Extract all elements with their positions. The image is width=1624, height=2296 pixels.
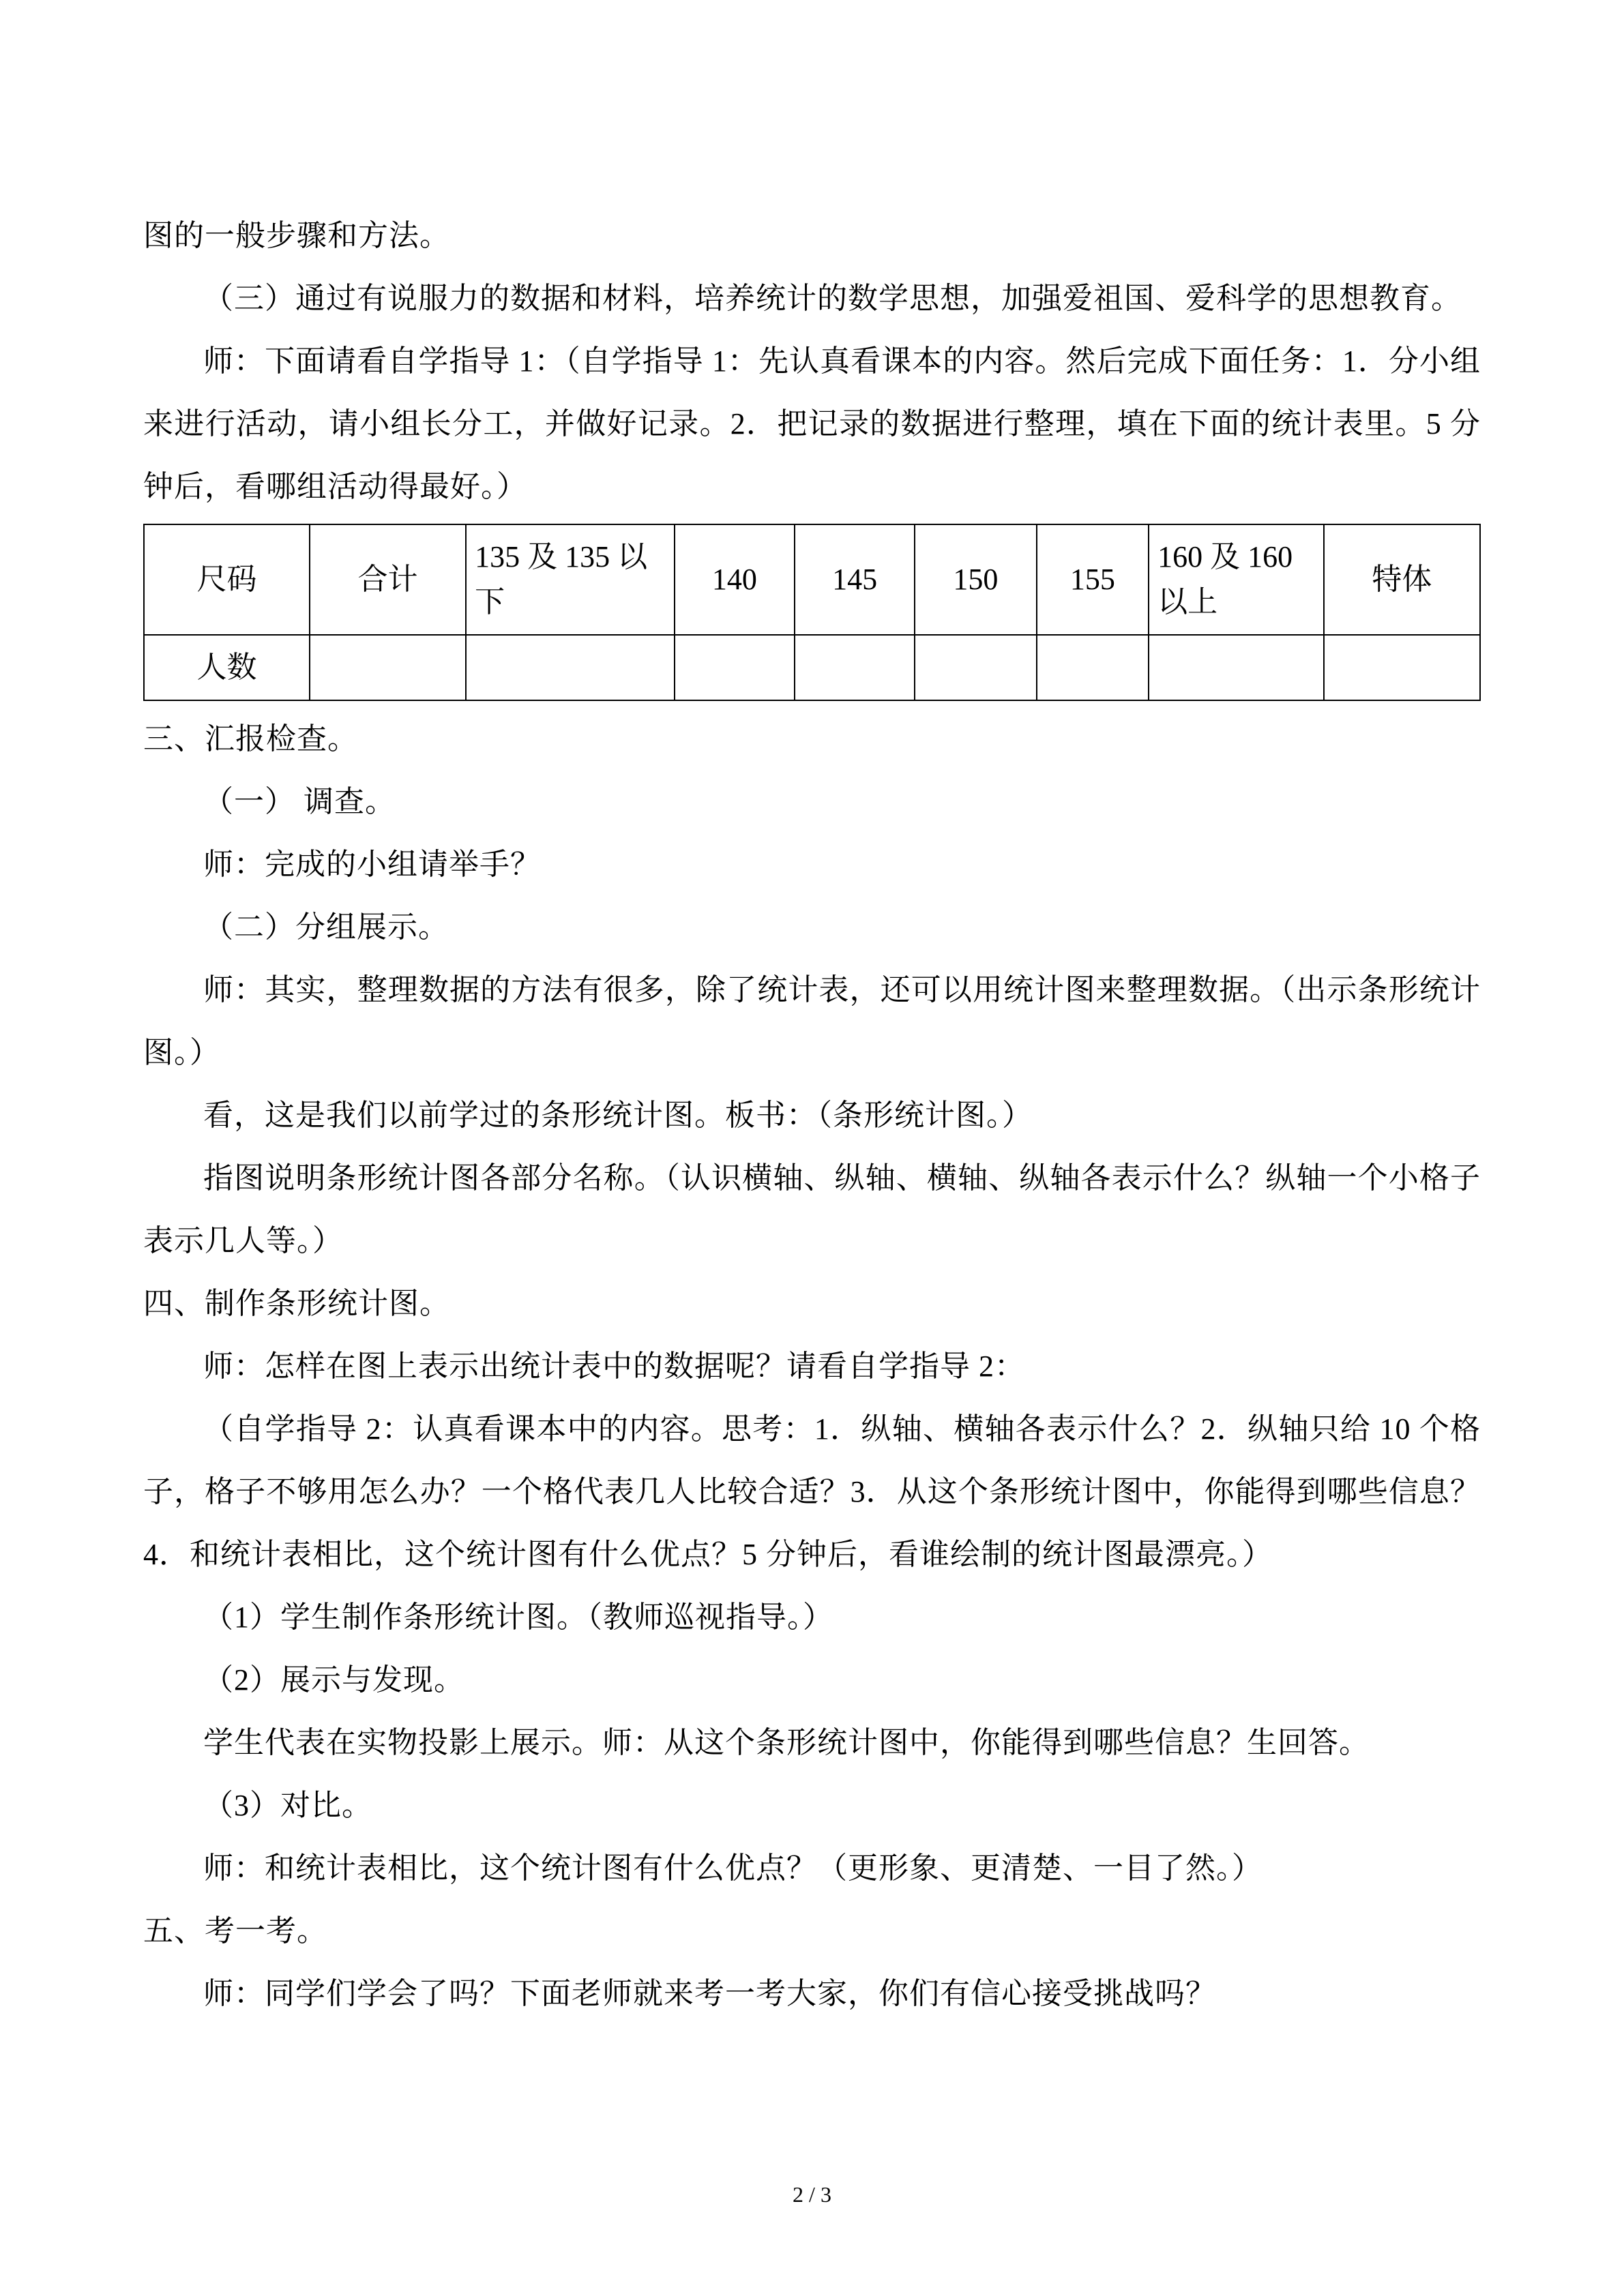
table-cell: 150 [915, 524, 1036, 635]
section-heading: 四、制作条形统计图。 [143, 1287, 450, 1320]
table-row [144, 635, 1480, 700]
statistics-table [143, 524, 1481, 701]
paragraph: 师：完成的小组请举手？ [203, 848, 541, 881]
paragraph: （3）对比。 [203, 1789, 372, 1822]
paragraph: （2）展示与发现。 [203, 1663, 464, 1697]
table-cell: 160 及 160 以上 [1149, 524, 1324, 635]
paragraph: 图的一般步骤和方法。 [143, 219, 450, 252]
paragraph: 师：和统计表相比，这个统计图有什么优点？（更形象、更清楚、一目了然。） [203, 1851, 1263, 1885]
table-cell: 人数 [144, 635, 310, 700]
paragraph: （一） 调查。 [203, 785, 396, 818]
paragraph: 师：下面请看自学指导 1：（自学指导 1：先认真看课本的内容。然后完成下面任务：1．分小组来进行活动，请小组长分工，并做好记录。2．把记录的数据进行整理，填在下面的统计表里。5 分钟后，看哪组活动得最好。） [143, 344, 1481, 503]
paragraph: 学生代表在实物投影上展示。师：从这个条形统计图中，你能得到哪些信息？生回答。 [203, 1726, 1370, 1759]
table-cell [1149, 635, 1324, 700]
table-cell [1037, 635, 1149, 700]
table-cell: 155 [1037, 524, 1149, 635]
paragraph: 指图说明条形统计图各部分名称。（认识横轴、纵轴、横轴、纵轴各表示什么？纵轴一个小格子表示几人等。） [143, 1161, 1481, 1257]
table-cell [1324, 635, 1480, 700]
table-cell [310, 635, 466, 700]
table-cell: 特体 [1324, 524, 1480, 635]
table-cell [675, 635, 795, 700]
table-cell: 140 [675, 524, 795, 635]
table-cell: 合计 [310, 524, 466, 635]
paragraph: （三）通过有说服力的数据和材料，培养统计的数学思想，加强爱祖国、爱科学的思想教育。 [203, 282, 1462, 315]
paragraph: 师：同学们学会了吗？下面老师就来考一考大家，你们有信心接受挑战吗？ [203, 1977, 1216, 2010]
document-body [143, 205, 1481, 2025]
table-row [144, 524, 1480, 635]
table-cell: 尺码 [144, 524, 310, 635]
table-cell [915, 635, 1036, 700]
table-cell [466, 635, 675, 700]
paragraph: （1）学生制作条形统计图。（教师巡视指导。） [203, 1600, 833, 1634]
page-number: 2 / 3 [793, 2182, 831, 2207]
paragraph: 看，这是我们以前学过的条形统计图。板书：（条形统计图。） [203, 1099, 1033, 1132]
paragraph: 师：其实，整理数据的方法有很多，除了统计表，还可以用统计图来整理数据。（出示条形统计图。） [143, 973, 1481, 1069]
section-heading: 三、汇报检查。 [143, 722, 358, 756]
section-heading: 五、考一考。 [143, 1914, 327, 1948]
table-cell: 135 及 135 以下 [466, 524, 675, 635]
table-cell: 145 [795, 524, 915, 635]
paragraph: （二）分组展示。 [203, 910, 449, 944]
table-cell [795, 635, 915, 700]
paragraph: （自学指导 2：认真看课本中的内容。思考：1．纵轴、横轴各表示什么？2．纵轴只给 10 个格子，格子不够用怎么办？一个格代表几人比较合适？3．从这个条形统计图中，你能得到哪些信息？4．和统计表相比，这个统计图有什么优点？5 分钟后，看谁绘制的统计图最漂亮。） [143, 1412, 1481, 1571]
paragraph: 师：怎样在图上表示出统计表中的数据呢？请看自学指导 2： [203, 1350, 1025, 1383]
